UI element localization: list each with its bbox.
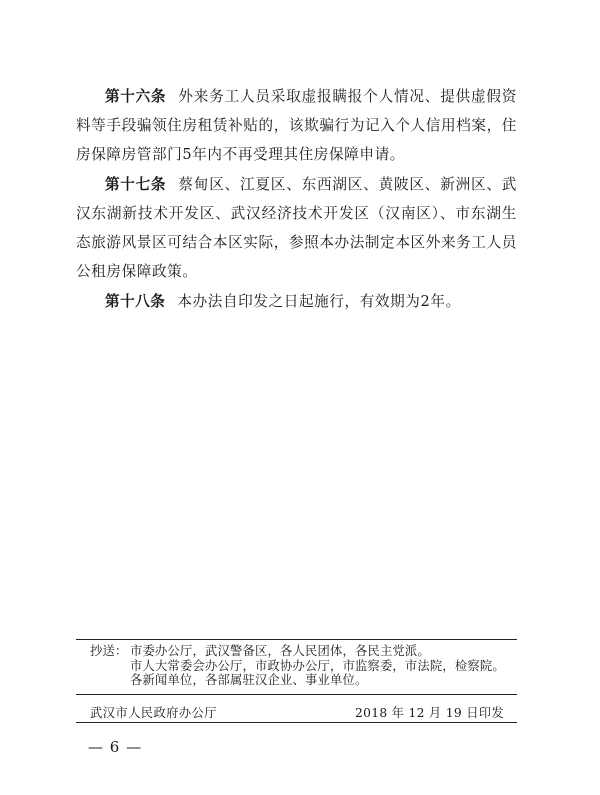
issuer-name: 武汉市人民政府办公厅 — [90, 706, 217, 720]
article-18-heading: 第十八条 — [105, 293, 166, 310]
article-18-text: 本办法自印发之日起施行，有效期为2年。 — [177, 293, 461, 310]
article-17-text: 蔡甸区、江夏区、东西湖区、黄陂区、新洲区、武汉东湖新技术开发区、武汉经济技术开发区（汉南区）、市东湖生态旅游风景区可结合本区实际，参照本办法制定本区外来务工人员公租房保障政策。 — [76, 176, 517, 280]
footer-top-divider — [76, 694, 517, 695]
copy-to-line: 市委办公厅，武汉警备区，各人民团体，各民主党派。 — [130, 644, 430, 658]
article-16 — [76, 82, 517, 169]
article-16-heading: 第十六条 — [105, 88, 167, 105]
copy-to-line: 各新闻单位，各部属驻汉企业、事业单位。 — [130, 673, 368, 687]
page-number: — 6 — — [88, 738, 143, 756]
footer-bottom-divider — [76, 722, 517, 723]
article-17 — [76, 170, 517, 286]
copy-to-label: 抄送： — [90, 644, 128, 658]
copy-to-top-divider — [76, 639, 517, 640]
copy-to-line: 市人大常委会办公厅，市政协办公厅，市监察委，市法院，检察院。 — [130, 658, 505, 673]
article-16-text: 外来务工人员采取虚报瞒报个人情况、提供虚假资料等手段骗领住房租赁补贴的，该欺骗行为记入个人信用档案，住房保障房管部门5年内不再受理其住房保障申请。 — [76, 88, 517, 163]
issue-date: 2018 年 12 月 19 日印发 — [354, 706, 504, 720]
article-18 — [76, 287, 517, 316]
article-17-heading: 第十七条 — [105, 176, 167, 193]
